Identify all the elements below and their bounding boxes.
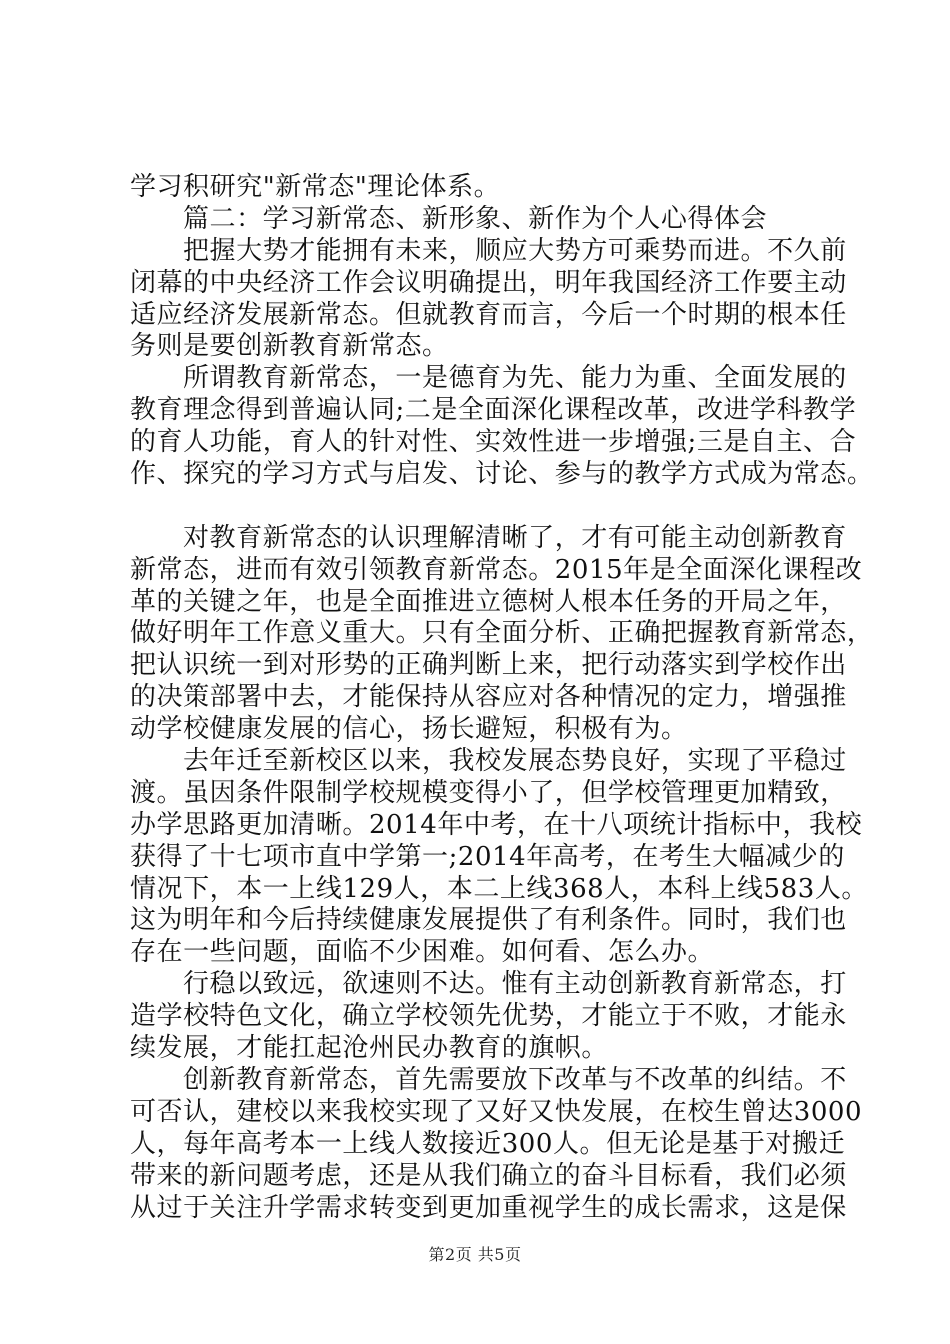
text-line: 续发展，才能扛起沧州民办教育的旗帜。 bbox=[130, 1033, 608, 1064]
text-line: 教育理念得到普遍认同;二是全面深化课程改革，改进学科教学 bbox=[130, 395, 857, 426]
paragraph-first-line: 创新教育新常态，首先需要放下改革与不改革的纠结。不 bbox=[183, 1064, 847, 1095]
paragraph-first-line: 行稳以致远，欲速则不达。惟有主动创新教育新常态，打 bbox=[183, 969, 847, 1000]
page-number-footer: 第2页 共5页 bbox=[428, 1245, 522, 1264]
text-line: 适应经济发展新常态。但就教育而言，今后一个时期的根本任 bbox=[130, 299, 847, 330]
text-line: 的决策部署中去，才能保持从容应对各种情况的定力，增强推 bbox=[130, 682, 847, 713]
paragraph-first-line: 篇二：学习新常态、新形象、新作为个人心得体会 bbox=[183, 203, 768, 234]
text-line: 带来的新问题考虑，还是从我们确立的奋斗目标看，我们必须 bbox=[130, 1160, 847, 1191]
text-line: 革的关键之年，也是全面推进立德树人根本任务的开局之年， bbox=[130, 586, 847, 617]
text-line: 办学思路更加清晰。2014年中考，在十八项统计指标中，我校 bbox=[130, 809, 863, 840]
document-body bbox=[130, 172, 874, 1224]
text-line: 学习积研究"新常态"理论体系。 bbox=[130, 172, 501, 202]
text-line: 做好明年工作意义重大。只有全面分析、正确把握教育新常态， bbox=[130, 618, 874, 649]
paragraph-first-line: 所谓教育新常态，一是德育为先、能力为重、全面发展的 bbox=[183, 363, 847, 394]
text-line: 务则是要创新教育新常态。 bbox=[130, 331, 449, 362]
text-line: 从过于关注升学需求转变到更加重视学生的成长需求，这是保 bbox=[130, 1192, 847, 1223]
text-line: 的育人功能，育人的针对性、实效性进一步增强;三是自主、合 bbox=[130, 427, 857, 458]
text-line: 存在一些问题，面临不少困难。如何看、怎么办。 bbox=[130, 937, 715, 968]
paragraph-first-line: 把握大势才能拥有未来，顺应大势方可乘势而进。不久前 bbox=[183, 235, 847, 266]
text-line: 把认识统一到对形势的正确判断上来，把行动落实到学校作出 bbox=[130, 650, 847, 681]
text-line: 渡。虽因条件限制学校规模变得小了，但学校管理更加精致， bbox=[130, 777, 847, 808]
text-line: 情况下，本一上线129人，本二上线368人，本科上线583人。 bbox=[130, 873, 868, 904]
text-line: 人，每年高考本一上线人数接近300人。但无论是基于对搬迁 bbox=[130, 1128, 846, 1159]
paragraph-first-line: 去年迁至新校区以来，我校发展态势良好，实现了平稳过 bbox=[183, 746, 847, 777]
text-line: 造学校特色文化，确立学校领先优势，才能立于不败，才能永 bbox=[130, 1001, 847, 1032]
text-line: 获得了十七项市直中学第一;2014年高考，在考生大幅减少的 bbox=[130, 841, 845, 872]
text-line: 新常态，进而有效引领教育新常态。2015年是全面深化课程改 bbox=[130, 554, 863, 585]
text-line: 动学校健康发展的信心，扬长避短，积极有为。 bbox=[130, 714, 688, 745]
text-line: 闭幕的中央经济工作会议明确提出，明年我国经济工作要主动 bbox=[130, 267, 847, 298]
paragraph-first-line: 对教育新常态的认识理解清晰了，才有可能主动创新教育 bbox=[183, 522, 847, 553]
text-line: 可否认，建校以来我校实现了又好又快发展，在校生曾达3000 bbox=[130, 1096, 863, 1127]
text-line: 作、探究的学习方式与启发、讨论、参与的教学方式成为常态。 bbox=[130, 459, 874, 490]
paragraph-gap bbox=[130, 491, 830, 523]
text-line: 这为明年和今后持续健康发展提供了有利条件。同时，我们也 bbox=[130, 905, 847, 936]
